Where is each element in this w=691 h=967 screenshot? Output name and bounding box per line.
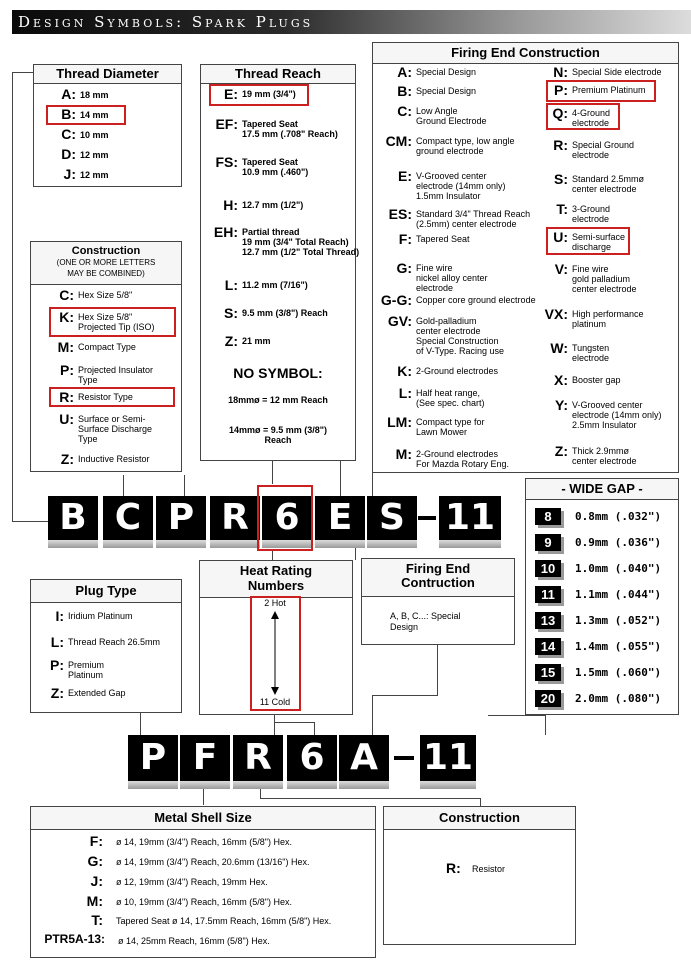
legend-key: CM: — [385, 133, 412, 149]
legend-desc: Standard 3/4" Thread Reach (2.5mm) center electrode — [416, 209, 531, 229]
highlight-box — [49, 307, 176, 337]
firing-end2-title: Firing End Contruction — [362, 559, 514, 597]
legend-key: X: — [554, 372, 568, 388]
code-tile: A — [339, 735, 389, 781]
legend-key: Z: — [50, 685, 64, 701]
code-tile: 11 — [439, 496, 501, 540]
legend-desc: V-Grooved center electrode (14mm only) 2.5mm Insulator — [572, 400, 662, 430]
legend-desc: Half heat range, (See spec. chart) — [416, 388, 485, 408]
no-symbol-18mm: 18mmø = 12 mm Reach — [228, 395, 328, 405]
code-tile: R — [233, 735, 283, 781]
legend-key: L: — [398, 385, 412, 401]
legend-desc: 12 mm — [80, 170, 109, 180]
wide-gap-size: 2.0mm (.080") — [575, 692, 662, 705]
legend-key: PTR5A-13: — [44, 932, 105, 946]
legend-key: K: — [59, 309, 74, 325]
legend-desc: Hex Size 5/8" — [78, 290, 133, 300]
code-tile: E — [315, 496, 365, 540]
highlight-box — [49, 387, 175, 407]
highlight-box — [546, 80, 656, 102]
code-tile: B — [48, 496, 98, 540]
legend-desc: Resistor Type — [78, 392, 133, 402]
legend-desc: ø 14, 19mm (3/4") Reach, 16mm (5/8") Hex. — [116, 837, 292, 847]
code-tile-shadow — [339, 781, 389, 789]
legend-desc: Compact Type — [78, 342, 136, 352]
wide-gap-row — [535, 534, 661, 551]
construction2-box — [383, 806, 576, 945]
legend-key: L: — [224, 277, 238, 293]
legend-desc: Special Design — [416, 86, 477, 96]
code-tile-shadow — [156, 540, 206, 548]
legend-desc: Fine wire gold palladium center electrode — [572, 264, 637, 294]
legend-key: EF: — [215, 116, 238, 132]
legend-key: M: — [395, 446, 412, 462]
wide-gap-row — [535, 560, 661, 577]
legend-key: G: — [396, 260, 412, 276]
legend-key: C: — [61, 126, 76, 142]
legend-key: J: — [90, 873, 103, 889]
legend-desc: Booster gap — [572, 375, 621, 385]
legend-desc: Gold-palladium center electrode Special Construction of V-Type. Racing use — [416, 316, 505, 356]
legend-key: EH: — [213, 224, 238, 240]
legend-key: C: — [59, 287, 74, 303]
legend-key: Z: — [224, 333, 238, 349]
firing-end2-text: A, B, C...: Special Design — [390, 611, 461, 632]
legend-key: Z: — [554, 443, 568, 459]
legend-key: M: — [57, 339, 74, 355]
code-tile-shadow — [103, 540, 153, 548]
legend-desc: ø 10, 19mm (3/4") Reach, 16mm (5/8") Hex. — [116, 897, 292, 907]
legend-key: GV: — [387, 313, 412, 329]
highlight-box — [257, 485, 313, 551]
no-symbol-label: NO SYMBOL: — [233, 365, 323, 381]
code-tile: 6 — [262, 496, 312, 540]
construction-title: Construction — [71, 245, 141, 257]
highlight-box — [546, 227, 630, 255]
code-tile-shadow — [128, 781, 178, 789]
legend-key: P: — [60, 362, 74, 378]
legend-key: V: — [554, 261, 568, 277]
code-dash — [394, 756, 414, 760]
legend-desc: 2-Ground electrodes For Mazda Rotary Eng. — [416, 449, 510, 469]
code-tile-shadow — [210, 540, 260, 548]
metal-shell-title: Metal Shell Size — [31, 807, 375, 830]
code-tile-shadow — [367, 540, 417, 548]
firing-end2-box — [361, 558, 515, 645]
legend-key: E: — [224, 86, 238, 102]
code-tile: F — [180, 735, 230, 781]
title-bar — [12, 10, 691, 34]
legend-desc: Premium Platinum — [572, 85, 646, 95]
legend-key: U: — [553, 229, 568, 245]
code-tile-shadow — [420, 781, 476, 789]
legend-key: VX: — [544, 306, 568, 322]
legend-desc: Extended Gap — [68, 688, 126, 698]
code-tile: S — [367, 496, 417, 540]
wide-gap-code: 13 — [535, 612, 561, 629]
page-title: Design Symbols: Spark Plugs — [18, 13, 314, 31]
code-tile: P — [156, 496, 206, 540]
legend-desc: 11.2 mm (7/16") — [242, 280, 308, 290]
legend-key: L: — [50, 634, 64, 650]
legend-desc: Special Ground electrode — [572, 140, 635, 160]
wide-gap-size: 1.3mm (.052") — [575, 614, 662, 627]
legend-desc: Tapered Seat 10.9 mm (.460") — [242, 157, 309, 177]
legend-desc: Partial thread 19 mm (3/4" Total Reach) 12.7 mm (1/2" Total Thread) — [242, 227, 360, 257]
legend-key: I: — [55, 608, 64, 624]
code-tile: P — [128, 735, 178, 781]
legend-key: F: — [398, 231, 412, 247]
legend-desc: V-Grooved center electrode (14mm only) 1.5mm Insulator — [416, 171, 506, 201]
highlight-box — [46, 105, 126, 125]
legend-desc: 3-Ground electrode — [572, 204, 611, 224]
legend-desc: Tungsten electrode — [572, 343, 610, 363]
legend-desc: Compact type, low angle ground electrode — [416, 136, 515, 156]
wide-gap-code: 9 — [535, 534, 561, 551]
legend-key: A: — [397, 64, 412, 80]
legend-desc: ø 14, 25mm Reach, 16mm (5/8") Hex. — [118, 936, 270, 946]
legend-desc: Iridium Platinum — [68, 611, 133, 621]
wide-gap-row — [535, 638, 661, 655]
legend-desc: 14 mm — [80, 110, 109, 120]
code-tile-shadow — [287, 781, 337, 789]
construction-subtitle: (ONE OR MORE LETTERS MAY BE COMBINED) — [56, 258, 156, 278]
heat-cold-label: 11 Cold — [259, 697, 291, 707]
wide-gap-code: 11 — [535, 586, 561, 603]
legend-desc: Compact type for Lawn Mower — [416, 417, 485, 437]
legend-desc: Thread Reach 26.5mm — [68, 637, 161, 647]
legend-key: Q: — [552, 105, 568, 121]
highlight-box — [209, 84, 309, 106]
legend-desc: Copper core ground electrode — [416, 295, 536, 305]
legend-key: W: — [550, 340, 568, 356]
legend-key: Y: — [555, 397, 568, 413]
highlight-box — [250, 596, 301, 711]
legend-key: N: — [553, 64, 568, 80]
legend-desc: Hex Size 5/8" Projected Tip (ISO) — [78, 312, 155, 332]
legend-key: T: — [556, 201, 568, 217]
code-tile-shadow — [439, 540, 501, 548]
legend-key: A: — [61, 86, 76, 102]
plug-type-title: Plug Type — [31, 580, 181, 603]
wide-gap-code: 14 — [535, 638, 561, 655]
legend-key: T: — [91, 912, 103, 928]
legend-desc: Semi-surface discharge — [572, 232, 626, 252]
legend-desc: Tapered Seat 17.5 mm (.708" Reach) — [242, 119, 338, 139]
wide-gap-size: 1.4mm (.055") — [575, 640, 662, 653]
legend-desc: High performance platinum — [572, 309, 644, 329]
legend-key: G-G: — [380, 292, 412, 308]
legend-desc: 4-Ground electrode — [572, 108, 611, 128]
legend-key: J: — [63, 166, 76, 182]
legend-key: G: — [87, 853, 103, 869]
legend-key: P: — [554, 82, 568, 98]
wide-gap-size: 1.1mm (.044") — [575, 588, 662, 601]
code-tile: 6 — [287, 735, 337, 781]
wide-gap-size: 1.5mm (.060") — [575, 666, 662, 679]
legend-key: U: — [59, 411, 74, 427]
firing-end-title: Firing End Construction — [373, 43, 678, 64]
legend-key: R: — [553, 137, 568, 153]
legend-key: LM: — [387, 414, 412, 430]
legend-key: D: — [61, 146, 76, 162]
legend-key: F: — [89, 833, 103, 849]
legend-desc: Inductive Resistor — [78, 454, 150, 464]
legend-key: B: — [61, 106, 76, 122]
heat-hot-label: 2 Hot — [264, 598, 286, 608]
code-tile: R — [210, 496, 260, 540]
construction2-key: R: — [446, 860, 461, 876]
construction2-value: Resistor — [472, 864, 506, 874]
legend-key: K: — [397, 363, 412, 379]
wide-gap-row — [535, 690, 661, 707]
wide-gap-row — [535, 508, 661, 525]
legend-desc: ø 12, 19mm (3/4") Reach, 19mm Hex. — [116, 877, 268, 887]
legend-desc: 2-Ground electrodes — [416, 366, 499, 376]
legend-key: E: — [398, 168, 412, 184]
code-dash — [418, 516, 436, 520]
code-tile: C — [103, 496, 153, 540]
legend-desc: Low Angle Ground Electrode — [416, 106, 487, 126]
legend-desc: Projected Insulator Type — [78, 365, 154, 385]
wide-gap-code: 8 — [535, 508, 561, 525]
thread-reach-title: Thread Reach — [201, 65, 355, 84]
legend-desc: Surface or Semi- Surface Discharge Type — [78, 414, 153, 444]
legend-key: Z: — [60, 451, 74, 467]
heat-rating-title: Heat Rating Numbers — [200, 561, 352, 598]
legend-desc: Fine wire nickel alloy center electrode — [416, 263, 488, 293]
wide-gap-row — [535, 612, 661, 629]
legend-desc: Premium Platinum — [68, 660, 105, 680]
legend-key: S: — [224, 305, 238, 321]
wide-gap-title: - WIDE GAP - — [526, 479, 678, 500]
legend-key: P: — [50, 657, 64, 673]
construction2-title: Construction — [384, 807, 575, 830]
legend-desc: 19 mm (3/4") — [242, 89, 296, 99]
wide-gap-row — [535, 664, 661, 681]
legend-key: FS: — [215, 154, 238, 170]
legend-desc: Thick 2.9mmø center electrode — [572, 446, 637, 466]
code-tile: 11 — [420, 735, 476, 781]
wide-gap-size: 0.9mm (.036") — [575, 536, 662, 549]
legend-key: B: — [397, 83, 412, 99]
legend-key: R: — [59, 389, 74, 405]
code-tile-shadow — [233, 781, 283, 789]
legend-desc: Standard 2.5mmø center electrode — [572, 174, 645, 194]
legend-key: S: — [554, 171, 568, 187]
legend-desc: 12 mm — [80, 150, 109, 160]
wide-gap-code: 20 — [535, 690, 561, 707]
legend-desc: ø 14, 19mm (3/4") Reach, 20.6mm (13/16") Hex. — [116, 857, 310, 867]
legend-desc: Special Design — [416, 67, 477, 77]
highlight-box — [546, 103, 620, 130]
legend-desc: 18 mm — [80, 90, 109, 100]
legend-desc: 21 mm — [242, 336, 271, 346]
legend-key: H: — [223, 197, 238, 213]
wide-gap-code: 15 — [535, 664, 561, 681]
code-tile-shadow — [180, 781, 230, 789]
legend-desc: Tapered Seat — [416, 234, 470, 244]
wide-gap-code: 10 — [535, 560, 561, 577]
legend-desc: 9.5 mm (3/8") Reach — [242, 308, 328, 318]
code-tile-shadow — [48, 540, 98, 548]
code-tile-shadow — [315, 540, 365, 548]
wide-gap-size: 1.0mm (.040") — [575, 562, 662, 575]
legend-key: ES: — [388, 206, 412, 222]
legend-desc: 10 mm — [80, 130, 109, 140]
legend-desc: 12.7 mm (1/2") — [242, 200, 304, 210]
wide-gap-size: 0.8mm (.032") — [575, 510, 662, 523]
legend-desc: Tapered Seat ø 14, 17.5mm Reach, 16mm (5/8") Hex. — [116, 916, 332, 926]
no-symbol-14mm: 14mmø = 9.5 mm (3/8") Reach — [228, 425, 328, 445]
legend-key: M: — [86, 893, 103, 909]
thread-diameter-title: Thread Diameter — [34, 65, 181, 84]
legend-desc: Special Side electrode — [572, 67, 662, 77]
wide-gap-row — [535, 586, 661, 603]
legend-key: C: — [397, 103, 412, 119]
